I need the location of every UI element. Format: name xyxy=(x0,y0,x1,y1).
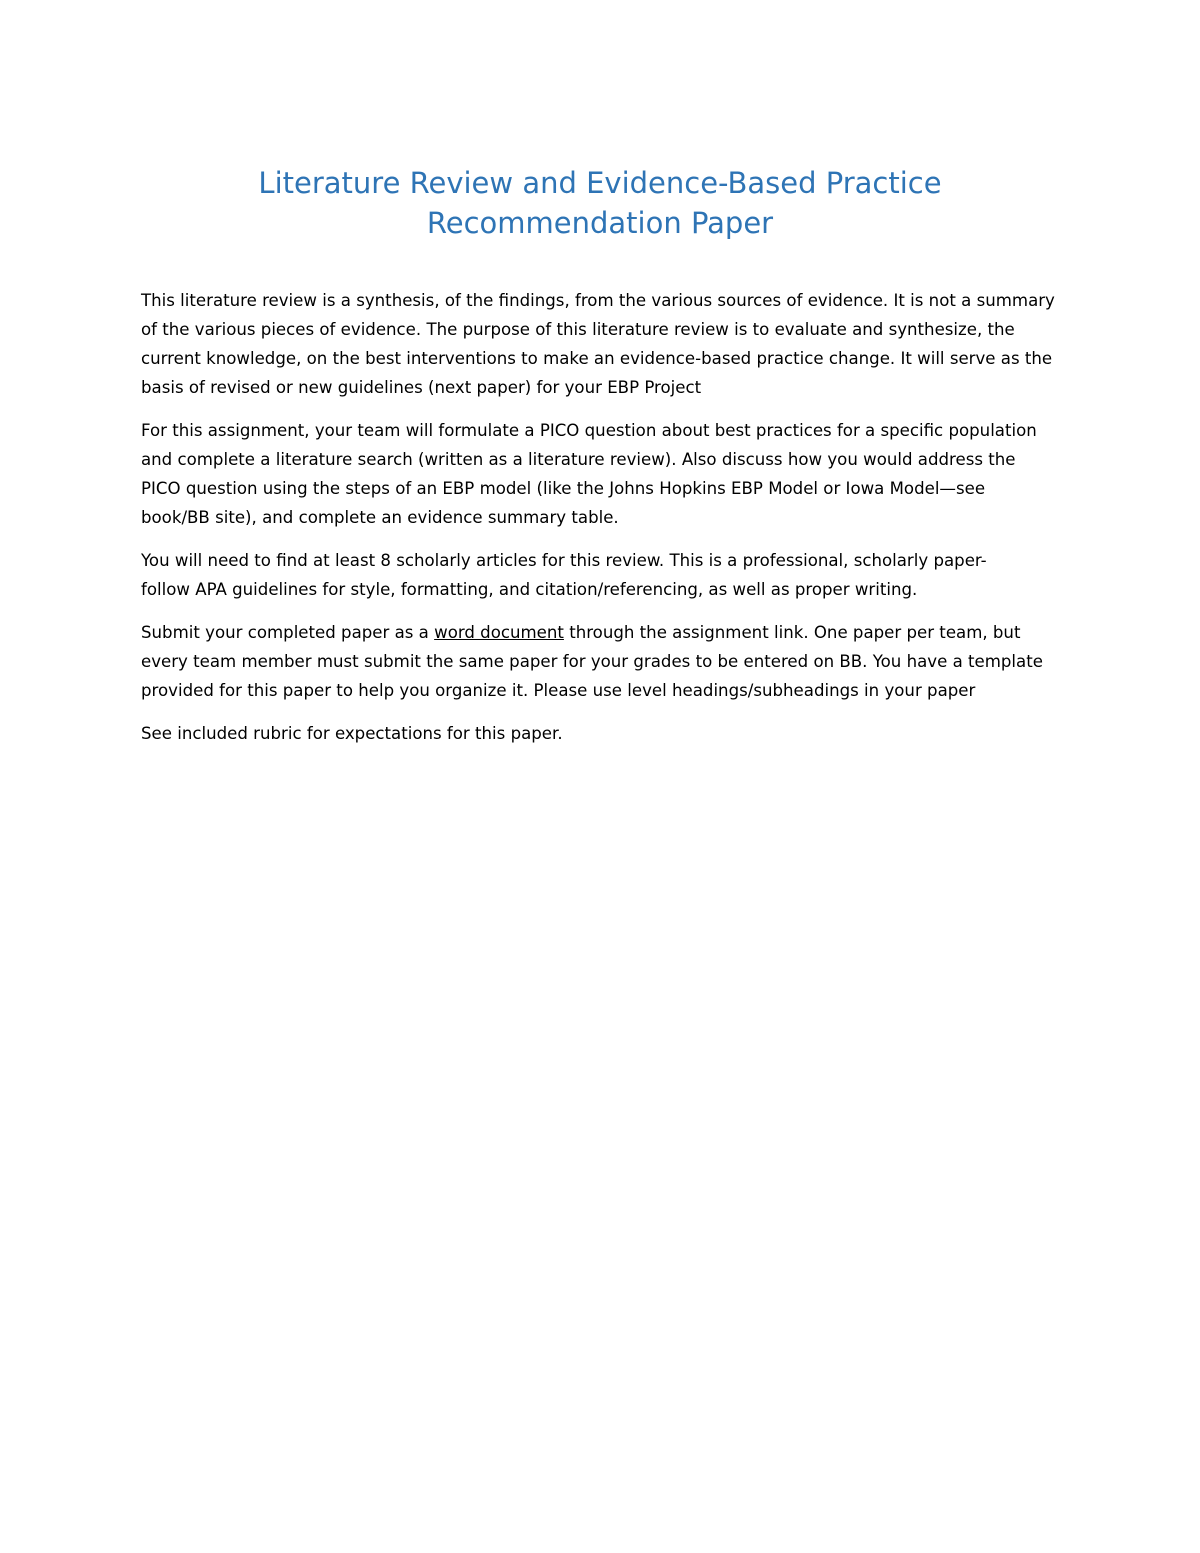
paragraph-rubric: See included rubric for expectations for this paper. xyxy=(141,724,563,743)
word-document-text: word document xyxy=(434,623,564,642)
title-line-2: Recommendation Paper xyxy=(426,206,774,240)
document-body xyxy=(141,286,1056,762)
document-title xyxy=(140,163,1060,243)
paragraph-synthesis: This literature review is a synthesis, of the findings, from the various sources of evidence. It is not a summary of the various pieces of evidence. The purpose of this literature review is to evaluate and synthesize, the current knowledge, on the best interventions to make an evidence-based practice change. It will serve as the basis of revised or new guidelines (next paper) for your EBP Project xyxy=(141,291,1055,397)
paragraph-articles-line-2: follow APA guidelines for style, formatting, and citation/referencing, as well as proper writing. xyxy=(141,580,918,599)
paragraph-submit-start: Submit your completed paper as a xyxy=(141,623,435,642)
title-line-1: Literature Review and Evidence-Based Practice xyxy=(258,166,942,200)
paragraph-articles xyxy=(141,546,1056,604)
paragraph-submit-end: through the assignment link. One paper per team, but every team member must submit the same paper for your grades to be entered on BB. You have a template provided for this paper to help you organize it. Please use level headings/subheadings in your paper xyxy=(141,623,1043,700)
paragraph-assignment: For this assignment, your team will formulate a PICO question about best practices for a specific population and complete a literature search (written as a literature review). Also discuss how you would address the PICO question using the steps of an EBP model (like the Johns Hopkins EBP Model or Iowa Model—see book/BB site), and complete an evidence summary table. xyxy=(141,421,1037,527)
paragraph-articles-line-1: You will need to find at least 8 scholarly articles for this review. This is a professional, scholarly paper- xyxy=(141,551,987,570)
paragraph-submit xyxy=(141,618,1056,705)
